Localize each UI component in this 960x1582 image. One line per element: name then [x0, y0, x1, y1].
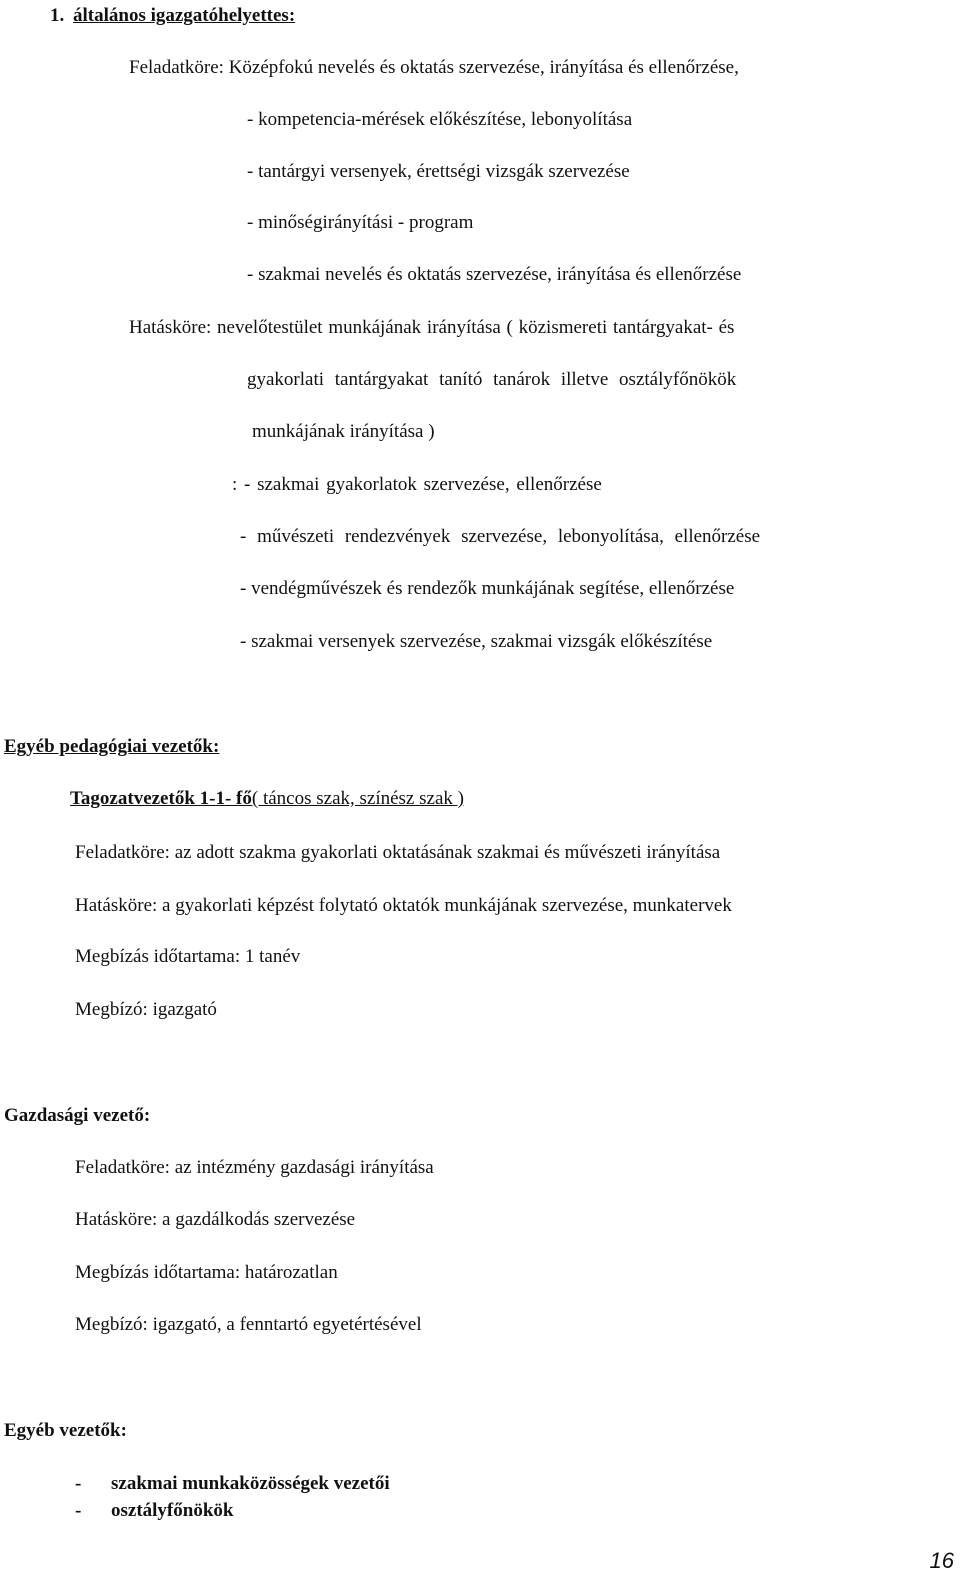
list-item-text: szakmai munkaközösségek vezetői: [111, 1473, 390, 1494]
section1-hataskore-item: - művészeti rendezvények szervezése, lebonyolítása, ellenőrzése: [240, 526, 761, 547]
list-item-text: osztályfőnökök: [111, 1500, 234, 1521]
section4-list-item: [75, 1499, 234, 1523]
section1-hataskore-item: - vendégművészek és rendezők munkájának segítése, ellenőrzése: [240, 578, 735, 599]
section1-feladat-item: - szakmai nevelés és oktatás szervezése, irányítása és ellenőrzése: [247, 264, 742, 285]
section1-heading: [50, 4, 295, 28]
section3-megbizas: Megbízás időtartama: határozatlan: [75, 1262, 338, 1283]
section1-hataskore-item: - szakmai versenyek szervezése, szakmai vizsgák előkészítése: [240, 631, 713, 652]
section3-hataskore: Hatásköre: a gazdálkodás szervezése: [75, 1209, 356, 1230]
section2-megbizo: Megbízó: igazgató: [75, 999, 217, 1020]
section1-hataskore-item: : - szakmai gyakorlatok szervezése, ellenőrzése: [232, 474, 602, 495]
section2-heading: Egyéb pedagógiai vezetők:: [4, 736, 220, 757]
section1-hataskore: Hatásköre: nevelőtestület munkájának irányítása ( közismereti tantárgyakat- és: [129, 317, 735, 338]
section1-feladatkore: Feladatköre: Középfokú nevelés és oktatás szervezése, irányítása és ellenőrzése,: [129, 57, 739, 78]
section3-heading: Gazdasági vezető:: [4, 1105, 151, 1126]
section1-title: általános igazgatóhelyettes:: [73, 5, 296, 26]
list-dash: -: [75, 1473, 82, 1494]
section4-list-item: [75, 1472, 390, 1496]
section1-hataskore-cont: munkájának irányítása ): [252, 421, 435, 442]
section3-megbizo: Megbízó: igazgató, a fenntartó egyetértésével: [75, 1314, 422, 1335]
section2-subheading: [70, 787, 464, 811]
section4-heading: Egyéb vezetők:: [4, 1420, 127, 1441]
list-dash: -: [75, 1500, 82, 1521]
section3-feladatkore: Feladatköre: az intézmény gazdasági irányítása: [75, 1157, 434, 1178]
section2-feladatkore: Feladatköre: az adott szakma gyakorlati oktatásának szakmai és művészeti irányítása: [75, 842, 721, 863]
section1-feladat-item: - minőségirányítási - program: [247, 212, 474, 233]
section2-hataskore: Hatásköre: a gyakorlati képzést folytató oktatók munkájának szervezése, munkatervek: [75, 895, 732, 916]
tagozatvezetok-label: Tagozatvezetők 1-1- fő: [70, 788, 252, 809]
page-number: 16: [929, 1548, 954, 1573]
section1-feladat-item: - tantárgyi versenyek, érettségi vizsgák szervezése: [247, 161, 630, 182]
tagozatvezetok-detail: ( táncos szak, színész szak ): [251, 788, 464, 809]
section2-megbizas: Megbízás időtartama: 1 tanév: [75, 946, 301, 967]
section1-feladat-item: - kompetencia-mérések előkészítése, lebonyolítása: [247, 109, 633, 130]
section1-number: 1.: [50, 5, 65, 26]
section1-hataskore-cont: gyakorlati tantárgyakat tanító tanárok illetve osztályfőnökök: [247, 369, 737, 390]
